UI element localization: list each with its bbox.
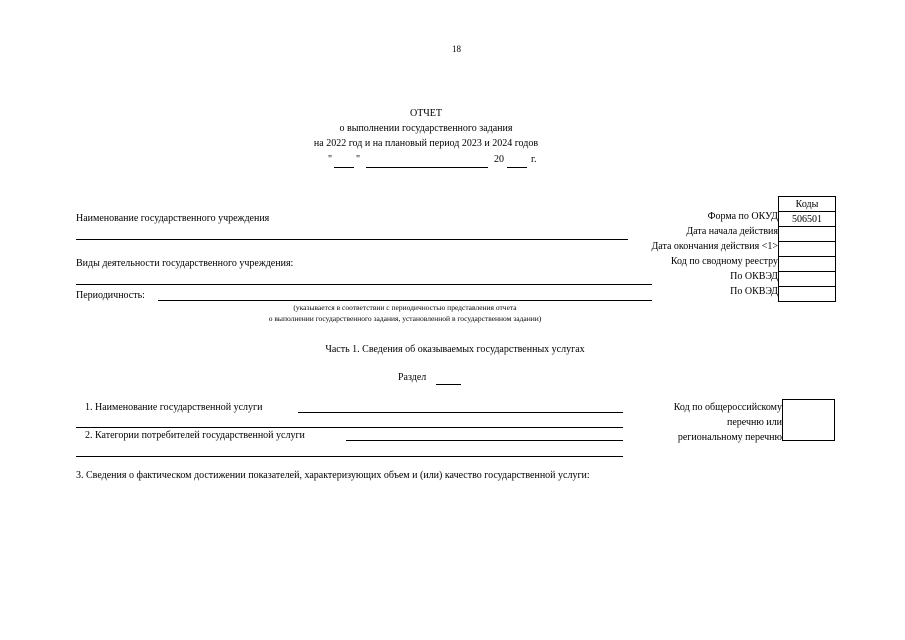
date-open-quote: " <box>328 154 333 165</box>
indicators-heading: 3. Сведения о фактическом достижении показателей, характеризующих объем и (или) качество государственной услуги: <box>76 470 590 481</box>
start-date-label: Дата начала действия <box>686 226 778 237</box>
report-title: ОТЧЕТ <box>409 108 443 119</box>
okud-code-cell[interactable]: 506501 <box>779 212 836 227</box>
section-number-line[interactable] <box>436 384 461 385</box>
consumer-categories-label: 2. Категории потребителей государственной услуги <box>85 430 305 441</box>
institution-name-label: Наименование государственного учреждения <box>76 213 270 224</box>
page-number: 18 <box>452 44 461 54</box>
okved-cell-1[interactable] <box>779 272 836 287</box>
report-subtitle-2: на 2022 год и на плановый период 2023 и 2024 годов <box>313 138 539 149</box>
end-date-cell[interactable] <box>779 242 836 257</box>
registry-code-label: Код по сводному реестру <box>670 256 778 267</box>
date-day-blank[interactable] <box>334 167 354 168</box>
periodicity-note-2: о выполнении государственного задания, установленной в государственном задании) <box>268 314 542 323</box>
registry-code-label-2: перечню или <box>726 417 782 428</box>
start-date-cell[interactable] <box>779 227 836 242</box>
periodicity-note-1: (указывается в соответствии с периодичностью представления отчета <box>293 303 517 312</box>
report-subtitle-1: о выполнении государственного задания <box>339 123 513 134</box>
activity-types-label: Виды деятельности государственного учреждения: <box>76 258 294 269</box>
registry-code-labels <box>560 0 782 460</box>
service-name-label: 1. Наименование государственной услуги <box>85 402 263 413</box>
date-year-blank[interactable] <box>507 167 527 168</box>
date-close-quote: " <box>356 154 361 165</box>
codes-header: Коды <box>779 197 836 212</box>
registry-code-label-1: Код по общероссийскому <box>673 402 782 413</box>
registry-code-cell[interactable] <box>779 257 836 272</box>
date-year-prefix: 20 <box>494 154 504 165</box>
okved-label-1: По ОКВЭД <box>730 271 778 282</box>
codes-table <box>778 196 836 302</box>
registry-code-label-3: региональному перечню <box>677 432 782 443</box>
okud-label: Форма по ОКУД <box>707 211 778 222</box>
section-label: Раздел <box>398 372 427 383</box>
part1-title: Часть 1. Сведения об оказываемых государственных услугах <box>325 344 585 355</box>
okved-cell-2[interactable] <box>779 287 836 302</box>
date-year-suffix: г. <box>531 154 537 165</box>
consumer-categories-line-2[interactable] <box>76 456 623 457</box>
periodicity-label: Периодичность: <box>76 290 145 301</box>
registry-code-box[interactable] <box>782 399 835 441</box>
service-name-line-2[interactable] <box>76 427 623 428</box>
institution-name-line[interactable] <box>76 239 628 240</box>
date-month-blank[interactable] <box>366 167 488 168</box>
end-date-label: Дата окончания действия <1> <box>651 241 778 252</box>
okved-label-2: По ОКВЭД <box>730 286 778 297</box>
